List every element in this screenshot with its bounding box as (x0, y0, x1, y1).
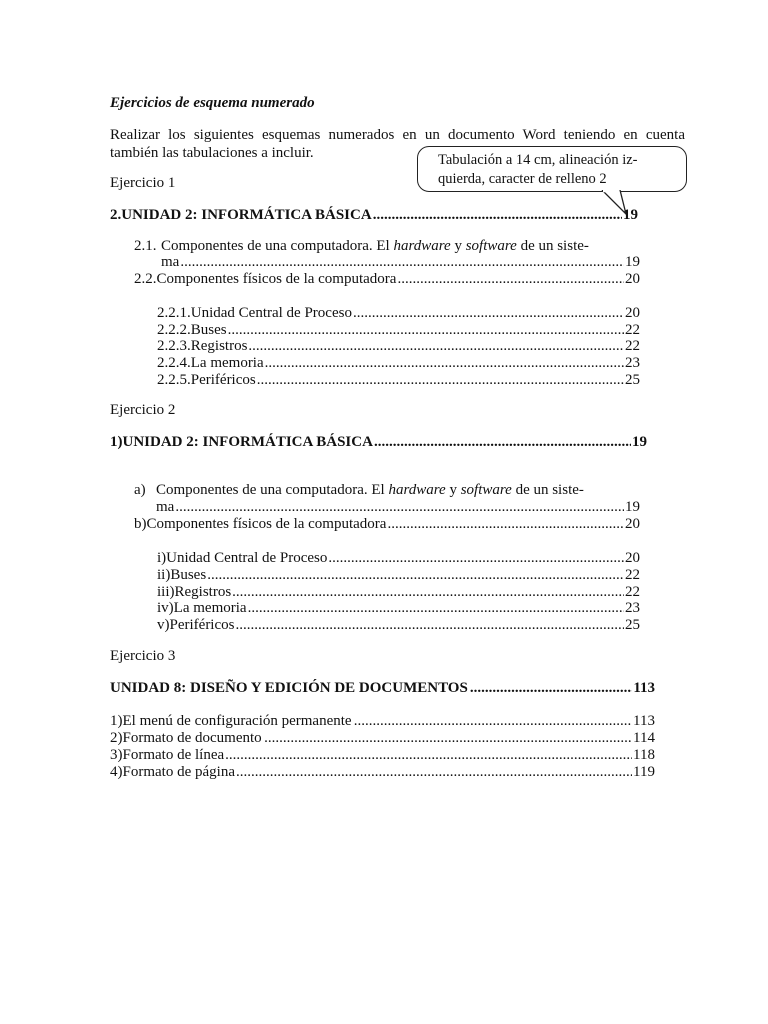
ex2-sub-num: iii) (157, 584, 175, 600)
ex3-heading-text: UNIDAD 8: DISEÑO Y EDICIÓN DE DOCUMENTOS (110, 680, 468, 696)
ex1-item-1-t1: Componentes de una computadora. El (161, 238, 390, 254)
ex3-item-num: 1) (110, 713, 123, 729)
ex3-item-num: 2) (110, 730, 123, 746)
leader (373, 206, 622, 224)
ex3-item-num: 3) (110, 747, 123, 763)
ex2-heading (110, 433, 647, 451)
ex2-item-1-y: y (449, 482, 457, 498)
leader (257, 371, 624, 389)
ex2-item-1-page: 19 (625, 499, 640, 515)
ex1-sub-text: Registros (190, 338, 248, 354)
callout-box (417, 146, 687, 192)
leader (353, 304, 624, 322)
ex1-heading-text: UNIDAD 2: INFORMÁTICA BÁSICA (121, 207, 372, 223)
ex1-sub-page: 22 (625, 322, 640, 338)
leader (175, 498, 624, 516)
ex3-item-text: Formato de línea (122, 747, 225, 763)
ex1-sub-3 (157, 337, 640, 355)
leader (207, 566, 624, 584)
ex1-heading-page: 19 (623, 207, 638, 223)
ex2-sub-page: 25 (625, 617, 640, 633)
ex3-item-page: 118 (633, 747, 655, 763)
ex2-item-1-software: software (460, 482, 512, 498)
ex2-sub-page: 20 (625, 550, 640, 566)
leader (354, 712, 632, 730)
ex1-item-1-cont (161, 253, 640, 271)
ex2-sub-1 (157, 549, 640, 567)
ex2-heading-num: 1) (110, 434, 123, 450)
ex1-sub-num: 2.2.1. (157, 305, 191, 321)
leader (264, 729, 632, 747)
ex2-sub-num: ii) (157, 567, 171, 583)
ex1-sub-text: Periféricos (190, 372, 256, 388)
leader (328, 549, 624, 567)
ex3-item-num: 4) (110, 764, 123, 780)
ex2-sub-page: 22 (625, 584, 640, 600)
leader (236, 763, 632, 781)
ex2-sub-4 (157, 599, 640, 617)
ex3-item-page: 113 (633, 713, 655, 729)
leader (235, 616, 624, 634)
ex2-sub-2 (157, 566, 640, 584)
leader (248, 337, 624, 355)
leader (470, 679, 633, 697)
ex3-item-page: 119 (633, 764, 655, 780)
ex3-item-text: Formato de documento (122, 730, 262, 746)
ex1-item-1-page: 19 (625, 254, 640, 270)
ex2-sub-text: Periféricos (169, 617, 235, 633)
ex3-heading (110, 679, 655, 697)
ex1-sub-page: 25 (625, 372, 640, 388)
ex1-sub-num: 2.2.2. (157, 322, 191, 338)
ex1-sub-num: 2.2.5. (157, 372, 191, 388)
ex2-item-1 (134, 481, 615, 499)
ex2-item-2-num: b) (134, 516, 147, 532)
leader (180, 253, 624, 271)
callout-line-1: Tabulación a 14 cm, alineación iz- (438, 152, 638, 168)
ex1-item-2-text: Componentes físicos de la computadora (156, 271, 397, 287)
ex3-label: Ejercicio 3 (110, 648, 176, 664)
leader (374, 433, 631, 451)
ex1-sub-num: 2.2.3. (157, 338, 191, 354)
ex2-item-2 (134, 515, 640, 533)
ex1-item-1-hardware: hardware (393, 238, 451, 254)
ex1-sub-text: Unidad Central de Proceso (190, 305, 352, 321)
ex3-item-1 (110, 712, 655, 730)
ex2-label: Ejercicio 2 (110, 402, 176, 418)
ex1-heading (110, 206, 638, 224)
ex2-sub-5 (157, 616, 640, 634)
intro-line-2: también las tabulaciones a incluir. (110, 145, 314, 161)
ex3-item-4 (110, 763, 655, 781)
ex1-sub-text: La memoria (190, 355, 264, 371)
ex2-sub-num: v) (157, 617, 170, 633)
ex2-item-1-num: a) (134, 482, 146, 498)
ex2-item-1-t2: de un siste- (515, 482, 584, 498)
ex1-item-1-num: 2.1. (134, 238, 157, 254)
page-title: Ejercicios de esquema numerado (110, 95, 315, 111)
ex3-item-text: El menú de configuración permanente (122, 713, 352, 729)
ex1-item-2 (134, 270, 640, 288)
ex2-item-1-cont-text: ma (156, 499, 175, 515)
ex1-sub-1 (157, 304, 640, 322)
ex2-item-2-text: Componentes físicos de la computadora (146, 516, 387, 532)
ex1-sub-page: 22 (625, 338, 640, 354)
ex2-sub-text: Unidad Central de Proceso (166, 550, 328, 566)
ex2-sub-page: 23 (625, 600, 640, 616)
leader (397, 270, 624, 288)
ex1-item-1-y: y (454, 238, 462, 254)
ex1-item-2-page: 20 (625, 271, 640, 287)
ex3-item-2 (110, 729, 655, 747)
ex2-sub-text: Registros (174, 584, 232, 600)
ex2-heading-page: 19 (632, 434, 647, 450)
ex1-sub-page: 23 (625, 355, 640, 371)
ex1-sub-5 (157, 371, 640, 389)
ex2-sub-text: Buses (170, 567, 207, 583)
ex2-sub-page: 22 (625, 567, 640, 583)
ex2-heading-text: UNIDAD 2: INFORMÁTICA BÁSICA (122, 434, 373, 450)
ex1-item-1-software: software (465, 238, 517, 254)
ex1-item-1-cont-text: ma (161, 254, 180, 270)
ex2-sub-text: La memoria (173, 600, 247, 616)
ex1-sub-num: 2.2.4. (157, 355, 191, 371)
ex3-item-text: Formato de página (122, 764, 235, 780)
leader (265, 354, 624, 372)
ex3-item-page: 114 (633, 730, 655, 746)
ex1-sub-text: Buses (190, 322, 227, 338)
leader (248, 599, 624, 617)
ex1-label: Ejercicio 1 (110, 175, 176, 191)
intro-line-1: Realizar los siguientes esquemas numerados en un documento Word teniendo en cuenta (110, 127, 685, 143)
ex1-sub-4 (157, 354, 640, 372)
ex2-sub-num: i) (157, 550, 167, 566)
ex1-sub-page: 20 (625, 305, 640, 321)
leader (387, 515, 624, 533)
ex1-item-1-t2: de un siste- (520, 238, 589, 254)
ex3-heading-page: 113 (633, 680, 655, 696)
ex2-item-1-cont (156, 498, 640, 516)
ex1-heading-num: 2. (110, 207, 122, 223)
ex1-item-2-num: 2.2. (134, 271, 157, 287)
ex2-item-1-hardware: hardware (388, 482, 446, 498)
ex3-item-3 (110, 746, 655, 764)
callout-line-2: quierda, caracter de relleno 2 (438, 171, 607, 187)
ex2-sub-num: iv) (157, 600, 174, 616)
ex2-item-1-t1: Componentes de una computadora. El (156, 482, 385, 498)
leader (225, 746, 632, 764)
ex2-item-2-page: 20 (625, 516, 640, 532)
